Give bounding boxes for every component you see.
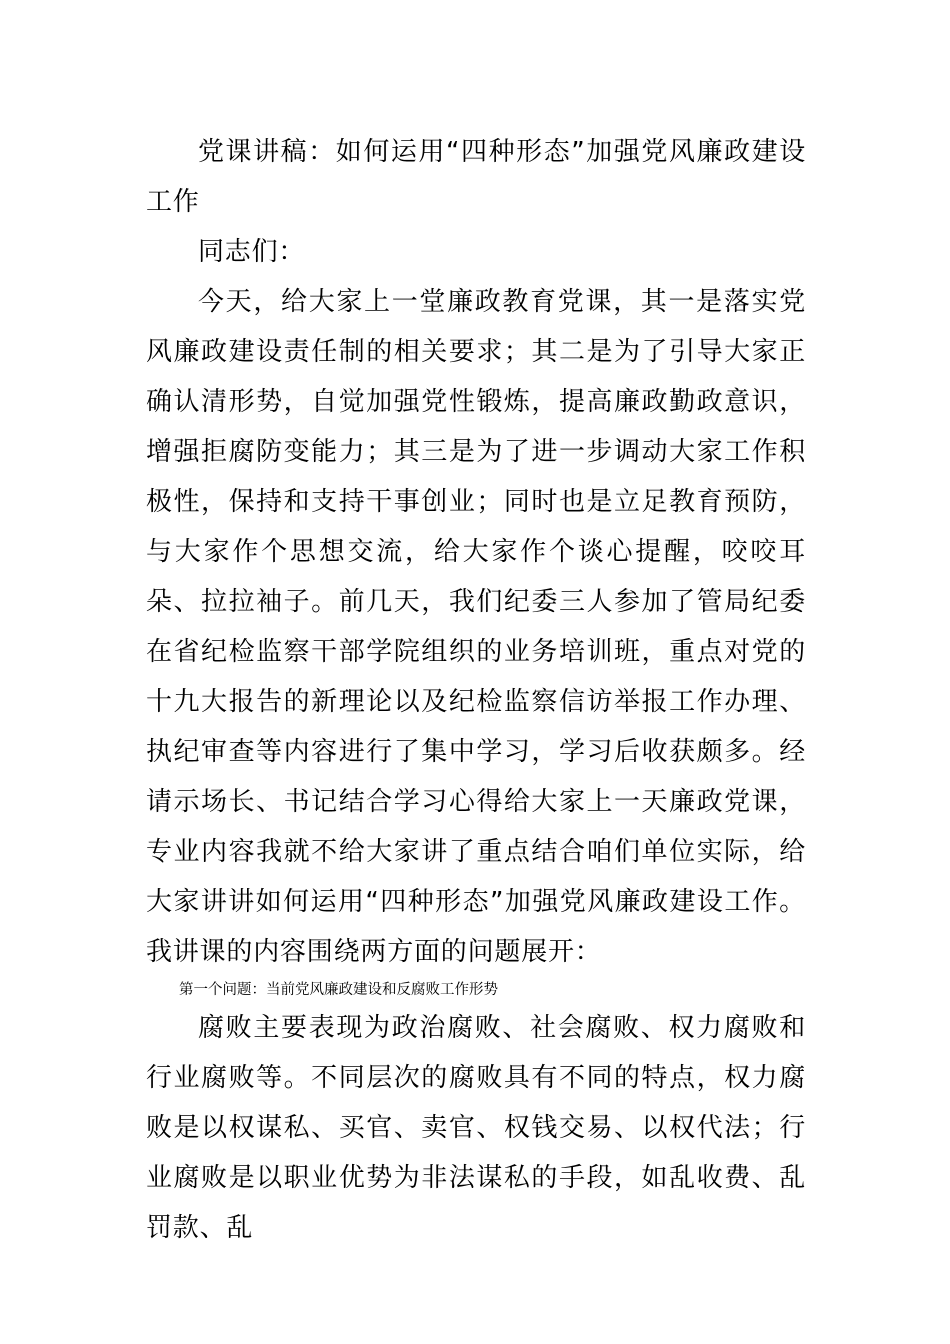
document-title: 党课讲稿：如何运用“四种形态”加强党风廉政建设工作	[146, 137, 806, 217]
document-page	[146, 127, 806, 1253]
section-paragraph: 腐败主要表现为政治腐败、社会腐败、权力腐败和行业腐败等。不同层次的腐败具有不同的特点，权力腐败是以权谋私、买官、卖官、权钱交易、以权代法；行业腐败是以职业优势为非法谋私的手段，如乱收费、乱罚款、乱	[146, 1013, 806, 1243]
section-heading: 第一个问题：当前党风廉政建设和反腐败工作形势	[179, 982, 498, 998]
intro-paragraph: 今天，给大家上一堂廉政教育党课，其一是落实党风廉政建设责任制的相关要求；其二是为了引导大家正确认清形势，自觉加强党性锻炼，提高廉政勤政意识，增强拒腐防变能力；其三是为了进一步调动大家工作积极性，保持和支持干事创业；同时也是立足教育预防，与大家作个思想交流，给大家作个谈心提醒，咬咬耳朵、拉拉袖子。前几天，我们纪委三人参加了管局纪委在省纪检监察干部学院组织的业务培训班，重点对党的十九大报告的新理论以及纪检监察信访举报工作办理、执纪审查等内容进行了集中学习，学习后收获颇多。经请示场长、书记结合学习心得给大家上一天廉政党课，专业内容我就不给大家讲了重点结合咱们单位实际，给大家讲讲如何运用“四种形态”加强党风廉政建设工作。我讲课的内容围绕两方面的问题展开：	[146, 287, 806, 967]
greeting: 同志们：	[198, 237, 306, 267]
